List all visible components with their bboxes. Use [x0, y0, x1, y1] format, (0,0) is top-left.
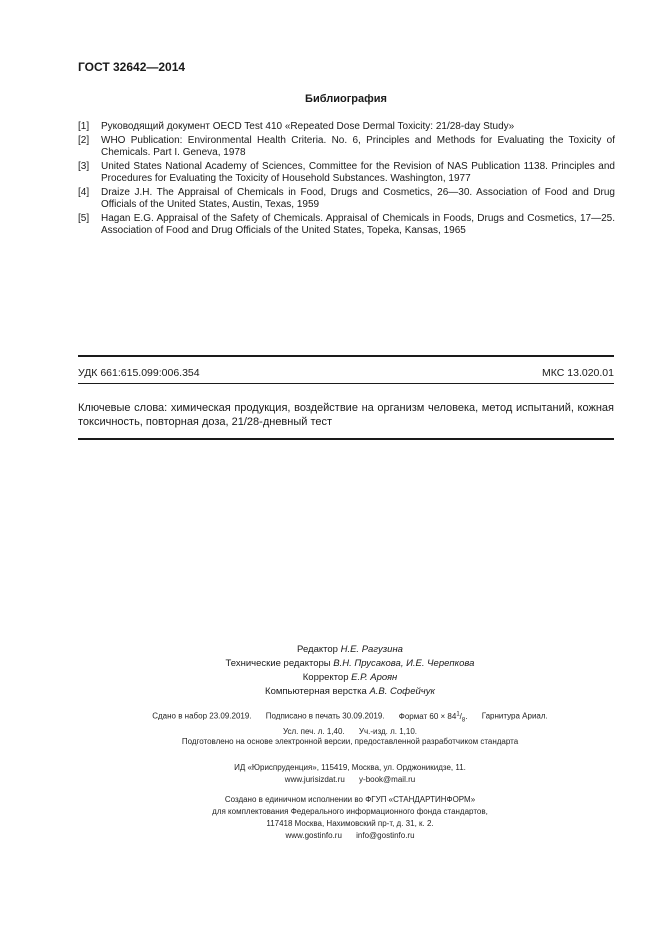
ref-text: United States National Academy of Sciences, Committee for the Revision of NAS Publication 1138. Principles and Procedures for Evaluating the Toxicity of Household Substances. Washington, 1977	[101, 161, 615, 184]
publisher-address: ИД «Юриспруденция», 115419, Москва, ул. Орджоникидзе, 11.	[234, 763, 466, 772]
standartinform-block	[100, 794, 600, 842]
credit-label: Корректор	[302, 672, 349, 683]
credit-layout	[190, 685, 510, 699]
credits-block	[190, 643, 510, 699]
credit-editor	[190, 643, 510, 657]
ref-number: [4]	[78, 187, 90, 198]
bibliography-item	[78, 135, 615, 159]
ref-number: [5]	[78, 213, 90, 224]
printed-sheets: Усл. печ. л. 1,40.	[282, 727, 345, 737]
bibliography-item	[78, 187, 615, 211]
divider-bottom	[78, 438, 614, 440]
sent-date: Сдано в набор 23.09.2019.	[152, 711, 252, 721]
paper-format: Формат $60 \times 84^1/_8$.	[398, 711, 468, 724]
typeface: Гарнитура Ариал.	[481, 711, 548, 721]
credit-name: Н.Е. Рагузина	[340, 644, 403, 655]
gostinfo-site-link[interactable]: www.gostinfo.ru	[285, 831, 342, 840]
print-details	[100, 708, 600, 738]
ref-text: WHO Publication: Environmental Health Criteria. No. 6, Principles and Methods for Evaluating the Toxicity of Chemicals. Part I. Geneva, 1978	[101, 135, 615, 158]
standard-code: ГОСТ 32642—2014	[78, 60, 186, 74]
divider-top	[78, 355, 614, 357]
credit-label: Технические редакторы	[225, 658, 331, 669]
edition-sheets: Уч.-изд. л. 1,10.	[358, 727, 418, 737]
credit-corrector	[190, 671, 510, 685]
standartinform-address: 117418 Москва, Нахимовский пр-т, д. 31, к. 2.	[266, 819, 434, 828]
bibliography-item	[78, 213, 615, 237]
ref-number: [3]	[78, 161, 90, 172]
bibliography-title: Библиография	[305, 93, 387, 105]
credit-name: В.Н. Прусакова, И.Е. Черепкова	[333, 658, 475, 669]
bibliography-item	[78, 161, 615, 185]
mks-code: МКС 13.020.01	[542, 367, 614, 379]
credit-name: А.В. Софейчук	[369, 686, 435, 697]
ref-number: [2]	[78, 135, 90, 146]
ref-number: [1]	[78, 121, 90, 132]
credit-tech-editors	[190, 657, 510, 671]
ref-text: Hagan E.G. Appraisal of the Safety of Chemicals. Appraisal of Chemicals in Foods, Drugs and Cosmetics, 17—25. Association of Food and Drug Officials of the United States, Topeka, Kansas, 1965	[101, 213, 615, 236]
publisher-email-link[interactable]: y-book@mail.ru	[359, 775, 416, 784]
bibliography-item	[78, 121, 615, 133]
created-note: Создано в единичном исполнении во ФГУП «СТАНДАРТИНФОРМ»	[224, 795, 476, 804]
gostinfo-email-link[interactable]: info@gostinfo.ru	[356, 831, 415, 840]
credit-name: Е.Р. Ароян	[351, 672, 398, 683]
keywords: Ключевые слова: химическая продукция, воздействие на организм человека, метод испытаний, кожная токсичность, повторная доза, 21/28-дневный тест	[78, 402, 614, 428]
prepared-note: Подготовлено на основе электронной версии, предоставленной разработчиком стандарта	[181, 737, 519, 746]
ref-text: Draize J.H. The Appraisal of Chemicals in Food, Drugs and Cosmetics, 26—30. Association of Food and Drug Officials of the United States, Austin, Texas, 1959	[101, 187, 615, 210]
created-note-2: для комплектования Федерального информационного фонда стандартов,	[212, 807, 488, 816]
signed-date: Подписано в печать 30.09.2019.	[265, 711, 385, 721]
publisher-block	[100, 762, 600, 786]
ref-text: Руководящий документ OECD Test 410 «Repeated Dose Dermal Toxicity: 21/28-day Study»	[101, 121, 515, 132]
credit-label: Компьютерная верстка	[265, 686, 367, 697]
publisher-site-link[interactable]: www.jurisizdat.ru	[284, 775, 345, 784]
udk-code: УДК 661:615.099:006.354	[78, 367, 200, 379]
divider-middle	[78, 383, 614, 384]
credit-label: Редактор	[297, 644, 338, 655]
bibliography-list	[78, 121, 615, 239]
